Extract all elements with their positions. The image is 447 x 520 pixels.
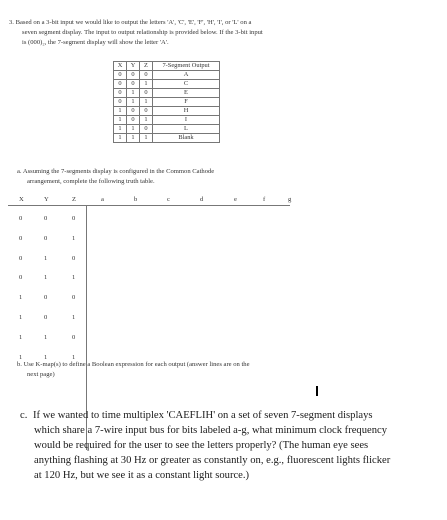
truth-input-cell: 0 [72,254,76,262]
truth-header-f: f [263,196,266,203]
truth-header-g: g [288,196,292,203]
mapping-table-row [114,89,220,98]
mapping-input-cell: 0 [140,89,153,98]
truth-header-d: d [200,196,204,203]
question-3-line-1: 3. Based on a 3-bit input we would like to output the letters 'A', 'C', 'E', 'F', 'H', 'I', or 'L' on a [9,19,252,26]
part-c-line-4: anything flashing at 30 Hz or greater as constantly on, e.g., fluorescent lights flicker [34,455,391,466]
mapping-input-cell: 0 [140,71,153,80]
truth-header-y: Y [44,196,49,203]
truth-input-cell: 1 [44,254,48,262]
truth-input-cell: 0 [72,215,76,222]
mapping-input-cell: 1 [127,125,140,134]
truth-input-cell: 0 [19,215,23,222]
part-c-line-1: If we wanted to time multiplex 'CAEFLIH' on a set of seven 7-segment displays [33,410,373,421]
mapping-output-cell: L [153,125,220,134]
part-b-text [17,360,317,380]
mapping-input-cell: 1 [127,89,140,98]
mapping-table-row [114,107,220,116]
text-cursor [316,386,318,396]
mapping-input-cell: 0 [140,125,153,134]
part-b-line-1: b. Use K-map(s) to define a Boolean expression for each output (answer lines are on the [17,361,250,368]
truth-input-cell: 0 [19,274,23,282]
mapping-output-cell: I [153,116,220,125]
truth-input-cell: 1 [44,353,48,361]
mapping-table-row [114,116,220,125]
part-c-label: c. [20,410,28,421]
mapping-input-cell: 1 [127,98,140,107]
truth-input-cell: 1 [44,274,48,282]
part-b-line-2: next page) [27,370,55,378]
truth-input-cell: 0 [19,234,23,242]
mapping-input-cell: 0 [127,107,140,116]
question-3-line-3: is (000)₂, the 7-segment display will show the letter 'A'. [22,38,169,46]
truth-input-cell: 1 [19,353,23,361]
mapping-input-cell: 1 [140,98,153,107]
mapping-output-cell: E [153,89,220,98]
mapping-input-cell: 0 [114,89,127,98]
truth-input-cell: 1 [19,294,23,302]
mapping-output-cell: F [153,98,220,107]
mapping-input-cell: 1 [114,134,127,143]
mapping-input-cell: 0 [114,80,127,89]
question-3-line-2: seven segment display. The input to output relationship is provided below. If the 3-bit input [22,28,263,36]
mapping-input-cell: 1 [114,107,127,116]
truth-input-cell: 0 [19,254,23,262]
part-c-line-2: which share a 7-wire input bus for bits labeled a-g, what minimum clock frequency [34,425,388,436]
mapping-table-row [114,125,220,134]
truth-input-cell: 0 [72,333,76,341]
truth-input-cell: 0 [44,314,48,321]
part-a-line-1: a. Assuming the 7-segments display is configured in the Common Cathode [17,168,215,175]
mapping-header-x: X [114,62,127,71]
part-c-text [20,408,440,483]
question-3-text [9,18,439,47]
mapping-header-z: Z [140,62,153,71]
truth-input-cell: 1 [72,314,76,321]
part-a-text [17,167,437,187]
mapping-input-cell: 1 [140,80,153,89]
truth-header-b: b [134,196,138,203]
mapping-output-cell: A [153,71,220,80]
mapping-input-cell: 0 [114,98,127,107]
mapping-input-cell: 1 [140,134,153,143]
mapping-output-cell: H [153,107,220,116]
truth-input-cell: 0 [72,294,76,302]
truth-input-cell: 1 [72,353,76,361]
truth-input-cell: 1 [72,234,76,242]
mapping-input-cell: 0 [127,80,140,89]
truth-header-a: a [101,196,104,203]
mapping-input-cell: 0 [114,71,127,80]
truth-header-x: X [19,196,24,203]
truth-input-cell: 0 [44,234,48,242]
mapping-input-cell: 0 [127,71,140,80]
part-c-line-5: at 120 Hz, but we see it as a constant light source.) [34,470,250,481]
mapping-table-header-row [114,62,220,71]
truth-input-cell: 0 [44,215,48,222]
truth-input-cell: 1 [72,274,76,282]
part-c-line-3: would be required for the user to see the letters properly? (The human eye sees [34,440,369,451]
mapping-input-cell: 1 [140,116,153,125]
part-a-line-2: arrangement, complete the following truth table. [27,177,155,185]
mapping-input-cell: 1 [114,116,127,125]
truth-input-cell: 1 [19,314,23,321]
mapping-table-row [114,98,220,107]
truth-table-header-rule [8,205,290,206]
mapping-input-cell: 0 [140,107,153,116]
mapping-output-cell: C [153,80,220,89]
mapping-table-row [114,80,220,89]
mapping-header-output: 7-Segment Output [153,62,220,71]
truth-header-c: c [167,196,170,203]
truth-header-e: e [234,196,237,203]
mapping-output-cell: Blank [153,134,220,143]
truth-input-cell: 1 [19,333,23,341]
truth-input-cell: 1 [44,333,48,341]
mapping-header-y: Y [127,62,140,71]
mapping-table-row [114,134,220,143]
truth-header-z: Z [72,196,77,203]
letter-mapping-table [113,61,220,143]
mapping-input-cell: 1 [114,125,127,134]
mapping-input-cell: 1 [127,134,140,143]
mapping-table-row [114,71,220,80]
truth-input-cell: 0 [44,294,48,302]
mapping-input-cell: 0 [127,116,140,125]
